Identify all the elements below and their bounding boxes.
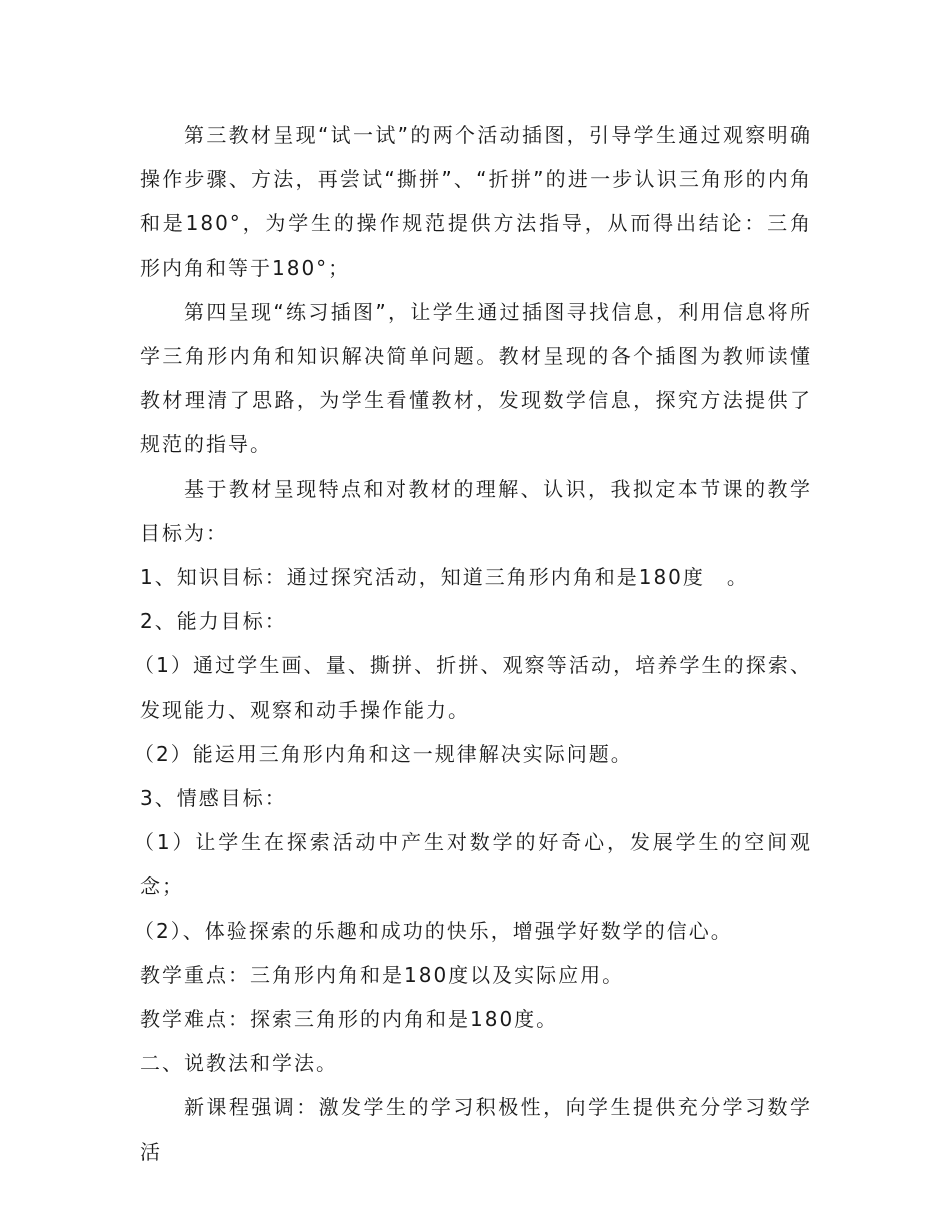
goal-ability-item-2: （2）能运用三角形内角和这一规律解决实际问题。 <box>134 741 633 766</box>
paragraph-teaching-goals-intro: 基于教材呈现特点和对教材的理解、认识，我拟定本节课的教学目标为： <box>140 476 812 545</box>
goal-ability-heading: 2、能力目标： <box>140 609 287 634</box>
goal-ability-item-1: （1）通过学生画、量、撕拼、折拼、观察等活动，培养学生的探索、发现能力、观察和动手操作能力。 <box>134 653 812 722</box>
paragraph-textbook-third-illustration: 第三教材呈现“试一试”的两个活动插图，引导学生通过观察明确操作步骤、方法，再尝试“撕拼”、“折拼”的进一步认识三角形的内角和是180°，为学生的操作规范提供方法指导，从而得出结论：三角形内角和等于180°； <box>140 123 812 280</box>
section-heading-methods: 二、说教法和学法。 <box>140 1051 338 1076</box>
document-page <box>134 113 812 1174</box>
goal-knowledge: 1、知识目标：通过探究活动，知道三角形内角和是180度 。 <box>140 565 749 590</box>
goal-emotion-heading: 3、情感目标： <box>140 786 287 811</box>
teaching-difficult-point: 教学难点：探索三角形的内角和是180度。 <box>140 1007 559 1032</box>
paragraph-textbook-fourth-illustration: 第四呈现“练习插图”，让学生通过插图寻找信息，利用信息将所学三角形内角和知识解决简单问题。教材呈现的各个插图为教师读懂教材理清了思路，为学生看懂教材，发现数学信息，探究方法提供了规范的指导。 <box>140 299 812 457</box>
goal-emotion-item-1: （1）让学生在探索活动中产生对数学的好奇心，发展学生的空间观念； <box>134 830 812 899</box>
teaching-key-point: 教学重点：三角形内角和是180度以及实际应用。 <box>140 962 625 987</box>
goal-emotion-item-2: （2）、体验探索的乐趣和成功的快乐，增强学好数学的信心。 <box>134 918 733 943</box>
paragraph-new-curriculum: 新课程强调：激发学生的学习积极性，向学生提供充分学习数学活 <box>140 1095 812 1164</box>
